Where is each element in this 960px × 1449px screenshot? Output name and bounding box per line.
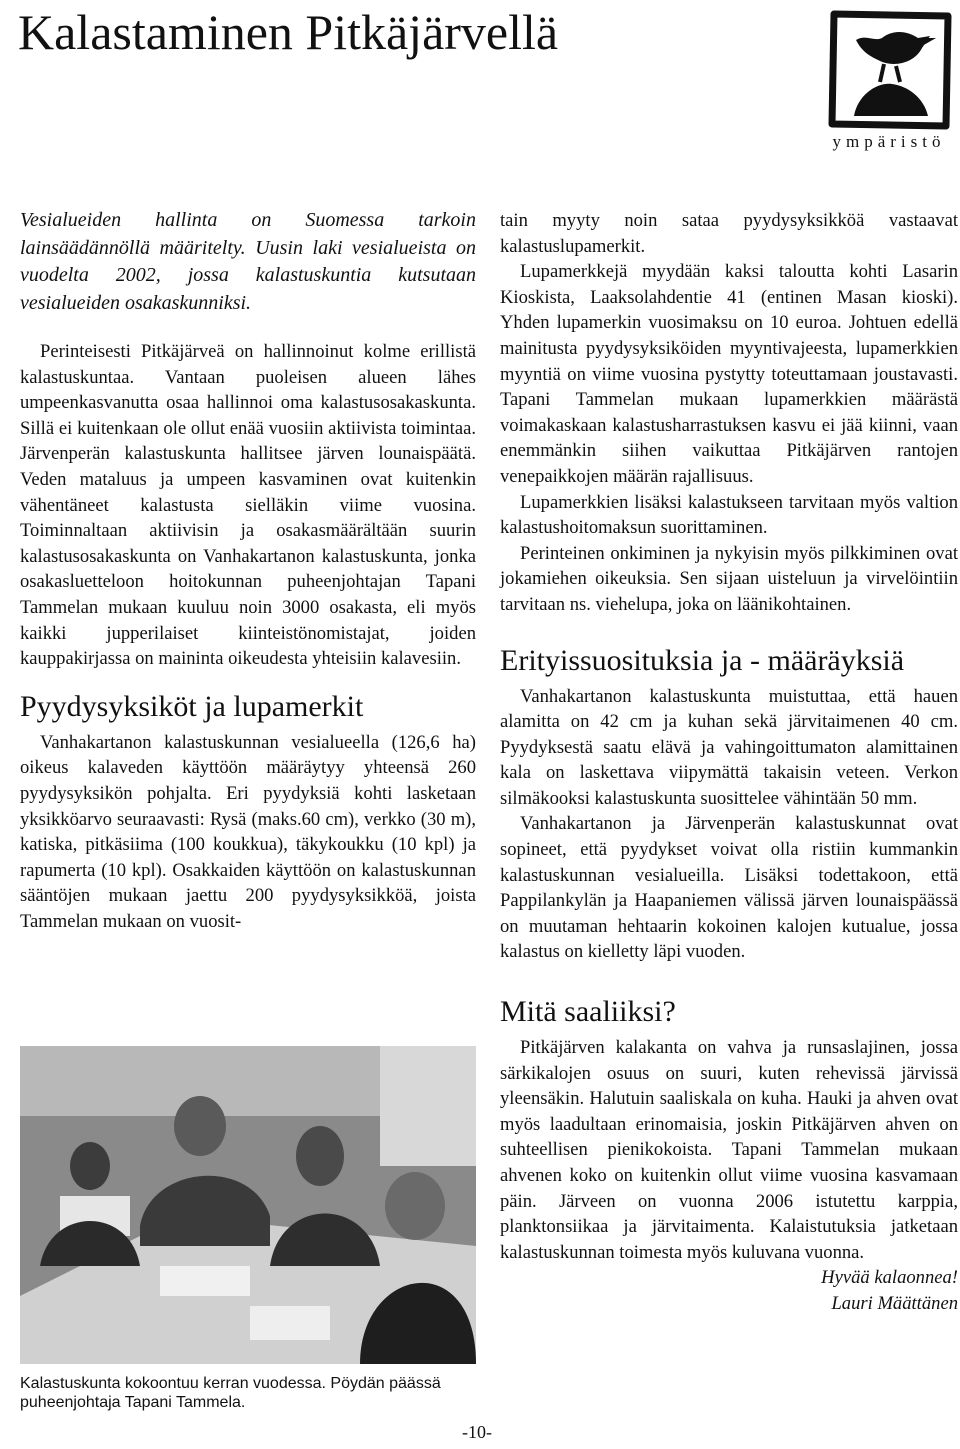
right-column <box>500 208 958 1317</box>
section-heading: Mitä saaliiksi? <box>500 995 676 1029</box>
body-paragraph: Vanhakartanon kalastuskunnan vesialueella (126,6 ha) oikeus kalaveden käyttöön määräytyy yhteensä 260 pyydysyksikön pohjalta. Eri pyydyksiä kohti lasketaan yksikköarvo seuraavasti: Rysä (maks.60 cm), verkko (30 m), katiska, pitkäsiima (100 koukkua), täkykoukku (10 kpl) ja rapumerta (10 kpl). Osakkaiden käyttöön on kalastuskunnan sääntöjen mukaan jaettu 200 pyydysyksikköä, joista Tammelan mukaan on vuosit- <box>20 731 476 932</box>
photo-caption: Kalastuskunta kokoontuu kerran vuodessa. Pöydän päässä puheenjohtaja Tapani Tammela. <box>20 1375 441 1411</box>
body-paragraph: Vanhakartanon ja Järvenperän kalastuskunnat ovat sopineet, että pyydykset voivat olla ristiin kummankin kalastuskunnan vesialueilla. Lisäksi todettakoon, että Pappilankylän ja Haapaniemen välissä järven lounaispäässä on muutaman hehtaarin kokoinen kalojen kutualue, jossa kalastus on kielletty läpi vuoden. <box>500 813 958 963</box>
body-paragraph: Lupamerkkien lisäksi kalastukseen tarvitaan myös valtion kalastushoitomaksun suorittaminen. <box>500 491 958 539</box>
body-paragraph: Lupamerkkejä myydään kaksi taloutta kohti Lasarin Kioskista, Laaksolahdentie 41 (entinen Masan kioski). Yhden lupamerkin vuosimaksu on 10 euroa. Johtuen edellä mainitusta pyydysyksiköiden myyntivajeesta, lupamerkkien myyntiä on viime vuosina pystytty toteuttamaan joustavasti. Tapani Tammelan mukaan lupamerkkien määrästä voimakaskaan kalastusharrastuksen kasvu ei jää kiinni, vaan enemmänkin siihen vaikuttaa Pitkäjärven rantojen venepaikkojen määrän rajallisuus. <box>500 261 958 487</box>
body-paragraph: Pitkäjärven kalakanta on vahva ja runsaslajinen, jossa särkikalojen osuus on suuri, kuten rehevissä järvissä yleensäkin. Halutuin saaliskala on kuha. Hauki ja ahven ovat myös laadultaan erinomaisia, joskin Pitkäjärven ahven on suhteellisen pienikokoista. Tapani Tammelan mukaan ahvenen koko on kuitenkin ollut viime vuosina kasvamaan päin. Järveen on vuonna 2006 istutettu karppia, planktonsiikaa ja järvitaimenta. Kalaistutuksia jatketaan kalastuskunnan toimesta myös kuluvana vuonna. <box>500 1037 958 1263</box>
body-paragraph: Vanhakartanon kalastuskunta muistuttaa, että hauen alamitta on 42 cm ja kuhan sekä järvitaimenen 40 cm. Pyydyksestä saatu elävä ja vahingoittumaton alamittainen kala on laskettava viipymättä takaisin veteen. Verkon silmäkooksi kalastuskunta suosittelee vähintään 50 mm. <box>500 685 958 809</box>
article-title: Kalastaminen Pitkäjärvellä <box>18 4 559 60</box>
body-paragraph: tain myyty noin sataa pyydysyksikköä vastaavat kalastuslupamerkit. <box>500 210 958 257</box>
meeting-photo <box>20 1046 476 1364</box>
lead-paragraph: Vesialueiden hallinta on Suomessa tarkoin lainsäädännöllä määritelty. Uusin laki vesialueista on vuodelta 2002, jossa kalastuskuntia kutsutaan vesialueiden osakaskunniksi. <box>20 209 476 314</box>
photo-credit <box>0 994 2 1155</box>
left-column <box>20 207 476 934</box>
closing-line: Hyvää kalaonnea! <box>821 1267 958 1289</box>
author-signature: Lauri Määttänen <box>831 1292 958 1314</box>
section-heading: Pyydysyksiköt ja lupamerkit <box>20 689 364 723</box>
photo-credit-area <box>0 1046 18 1364</box>
logo-caption: ympäristö <box>832 132 946 151</box>
section-heading: Erityissuosituksia ja - määräyksiä <box>500 643 905 677</box>
body-paragraph: Perinteisesti Pitkäjärveä on hallinnoinut kolme erillistä kalastuskuntaa. Vantaan puoleisen alueen lähes umpeenkasvanutta osaa hallinnoi oma kalastusosakaskunta. Sillä ei kuitenkaan ole ollut enää vuosiin aktiivista toimintaa. Järvenperän kalastuskunta hallitsee järven lounaispäätä. Veden mataluus ja umpeen kasvaminen ovat kuitenkin vähentäneet kalastusta sielläkin viime vuosina. Toiminnaltaan aktiivisin ja osakasmäärältään suurin kalastusosakaskunta on Vanhakartanon kalastuskunta, jonka osakasluetteloon hoitokunnan puheenjohtajan Tapani Tammelan mukaan kuuluu noin 3000 osakasta, eli myös kaikki jupperilaiset kiinteistönomistajat, joiden kauppakirjassa on maininta oikeudesta yhteisiin kalavesiin. <box>20 341 476 670</box>
body-paragraph: Perinteinen onkiminen ja nykyisin myös pilkkiminen ovat jokamiehen oikeuksia. Sen sijaan uisteluun ja virvelöintiin tarvitaan ns. viehelupa, joka on läänikohtainen. <box>500 542 958 615</box>
page-number: -10- <box>462 1422 492 1442</box>
